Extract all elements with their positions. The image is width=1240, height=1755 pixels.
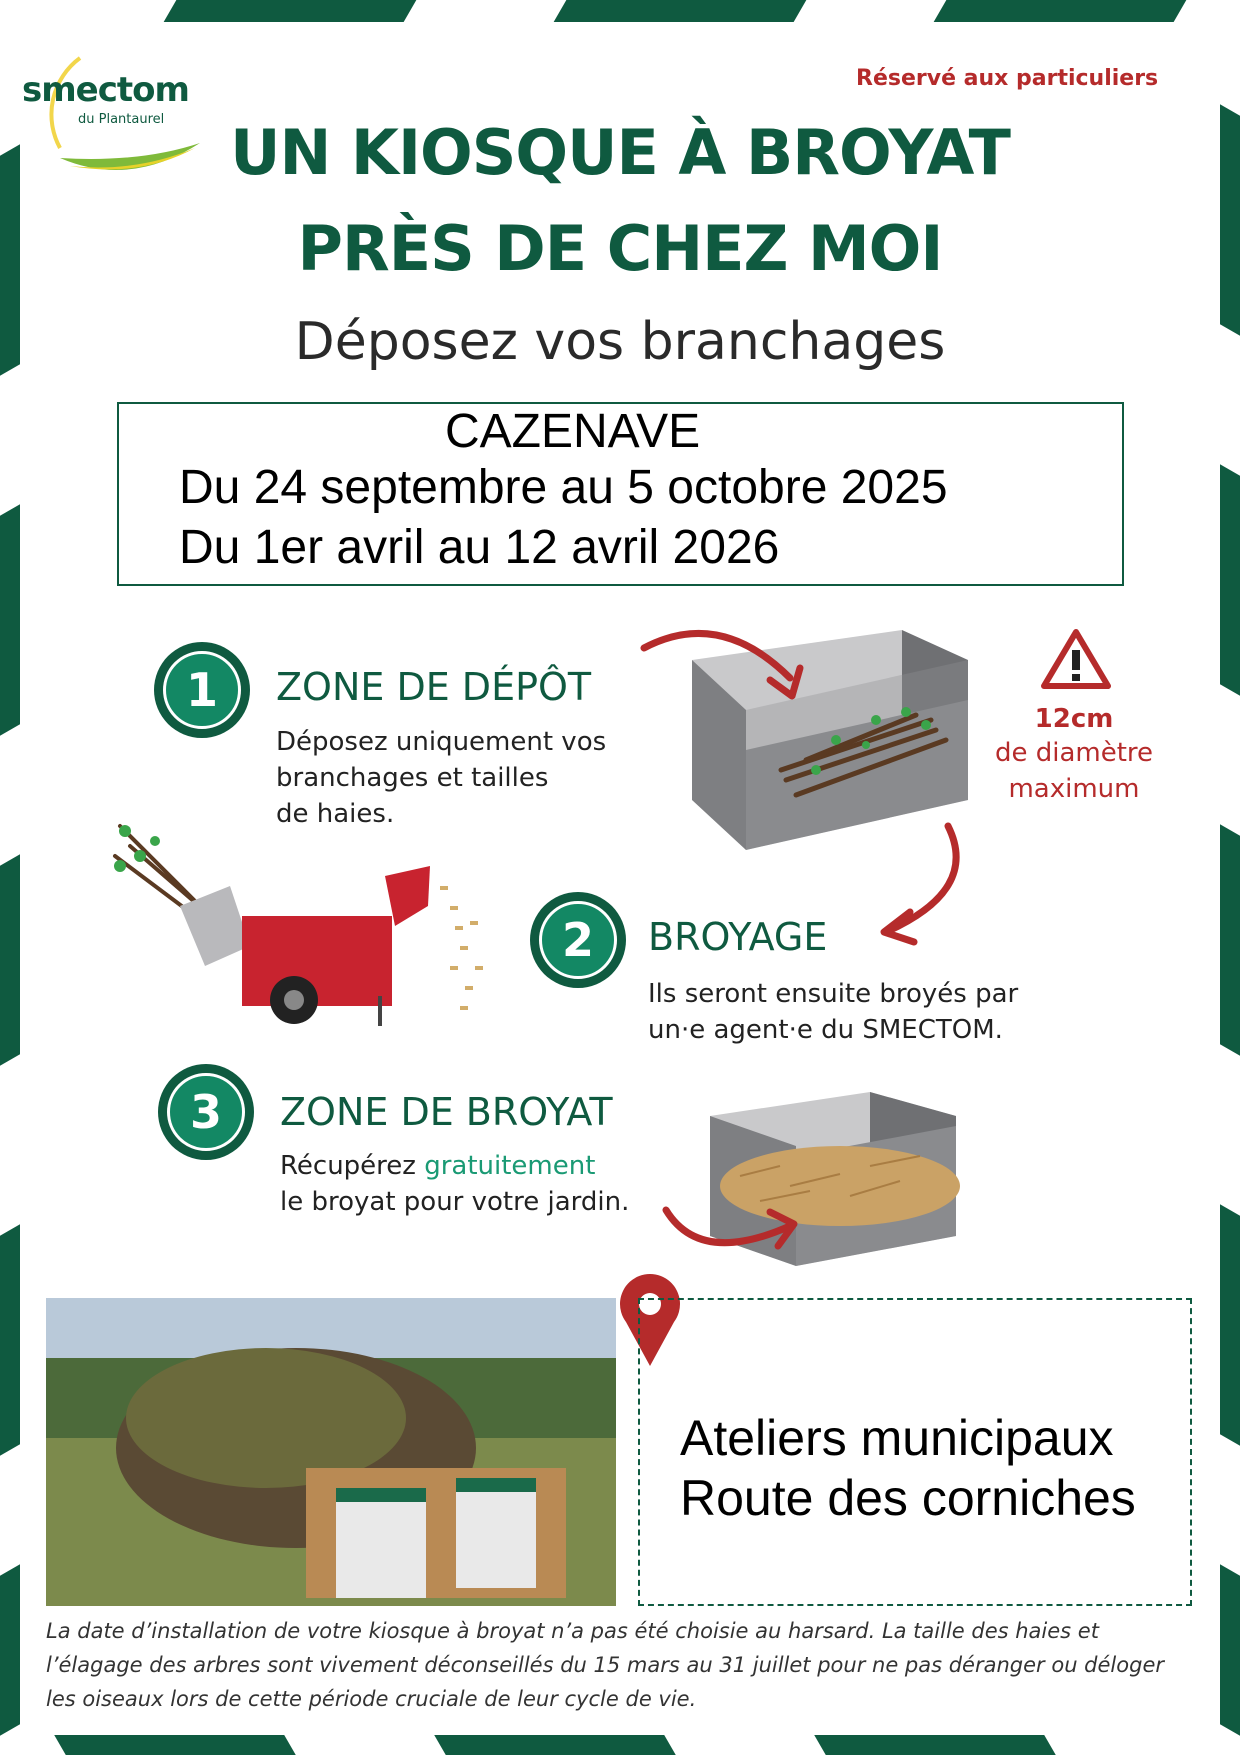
step-3-description bbox=[280, 1148, 629, 1220]
step-2-description bbox=[648, 976, 1018, 1048]
step-3-desc-prefix: Récupérez bbox=[280, 1151, 425, 1181]
curved-arrow-icon bbox=[870, 820, 970, 950]
step-2-title: BROYAGE bbox=[648, 915, 828, 959]
location-box bbox=[638, 1298, 1192, 1606]
warning-line1: de diamètre bbox=[994, 738, 1154, 768]
footnote: La date d’installation de votre kiosque à broyat n’a pas été choisie au harsard. La taille des haies et l’élagage des arbres sont vivement déconseillés du 15 mars au 31 juillet pour ne pas déranger ou déloger les oiseaux lors de cette période cruciale de leur cycle de vie. bbox=[46, 1619, 1164, 1711]
border-stripe bbox=[0, 854, 20, 1066]
step-3-desc-highlight: gratuitement bbox=[424, 1151, 596, 1181]
place-name: CAZENAVE bbox=[445, 405, 701, 458]
step-2-desc-line: un·e agent·e du SMECTOM. bbox=[648, 1015, 1003, 1045]
step-1-number: 1 bbox=[163, 651, 241, 729]
step-1-badge bbox=[154, 642, 250, 738]
reserve-label: Réservé aux particuliers bbox=[856, 66, 1159, 91]
step-2-desc-line: Ils seront ensuite broyés par bbox=[648, 979, 1019, 1009]
date-period-1: Du 24 septembre au 5 octobre 2025 bbox=[179, 461, 948, 514]
headline-line2: PRÈS DE CHEZ MOI bbox=[297, 212, 943, 285]
step-3-desc-line: le broyat pour votre jardin. bbox=[280, 1187, 630, 1217]
warning-triangle-icon bbox=[1040, 628, 1112, 690]
date-box bbox=[117, 402, 1124, 586]
step-1-desc-line: branchages et tailles bbox=[276, 763, 549, 793]
border-stripe bbox=[1220, 1564, 1240, 1736]
border-stripe bbox=[814, 1735, 1056, 1755]
step-2-number: 2 bbox=[539, 901, 617, 979]
step-3-number: 3 bbox=[167, 1073, 245, 1151]
step-3-title: ZONE DE BROYAT bbox=[280, 1090, 613, 1134]
logo-subtitle: du Plantaurel bbox=[78, 112, 165, 127]
step-3-badge bbox=[158, 1064, 254, 1160]
border-stripe bbox=[934, 0, 1187, 22]
location-line2: Route des corniches bbox=[680, 1470, 1136, 1526]
curved-arrow-icon bbox=[660, 1196, 810, 1266]
border-stripe bbox=[0, 144, 20, 376]
border-stripe bbox=[0, 504, 20, 736]
step-1-desc-line: Déposez uniquement vos bbox=[276, 727, 607, 757]
step-1-title: ZONE DE DÉPÔT bbox=[276, 665, 592, 709]
border-stripe bbox=[434, 1735, 676, 1755]
border-stripe bbox=[1220, 824, 1240, 1056]
kiosk-photo bbox=[46, 1298, 616, 1606]
step-2-badge bbox=[530, 892, 626, 988]
wood-chipper-illustration bbox=[110, 816, 520, 1036]
border-stripe bbox=[1220, 1204, 1240, 1446]
border-stripe bbox=[164, 0, 417, 22]
date-period-2: Du 1er avril au 12 avril 2026 bbox=[179, 521, 780, 574]
step-1-desc-line: de haies. bbox=[276, 799, 395, 829]
step-3-desc-line bbox=[280, 1148, 629, 1184]
headline-line1: UN KIOSQUE À BROYAT bbox=[230, 116, 1010, 189]
border-stripe bbox=[54, 1735, 296, 1755]
border-stripe bbox=[0, 1564, 20, 1736]
border-stripe bbox=[1220, 464, 1240, 696]
border-stripe bbox=[554, 0, 807, 22]
location-line1: Ateliers municipaux bbox=[680, 1410, 1114, 1466]
curved-arrow-icon bbox=[640, 618, 810, 708]
border-stripe bbox=[0, 1224, 20, 1456]
logo-name: smectom bbox=[22, 70, 189, 110]
subheadline: Déposez vos branchages bbox=[294, 312, 946, 372]
warning-value: 12cm bbox=[1034, 704, 1114, 734]
border-stripe bbox=[1220, 104, 1240, 336]
warning-line2: maximum bbox=[1008, 774, 1140, 804]
